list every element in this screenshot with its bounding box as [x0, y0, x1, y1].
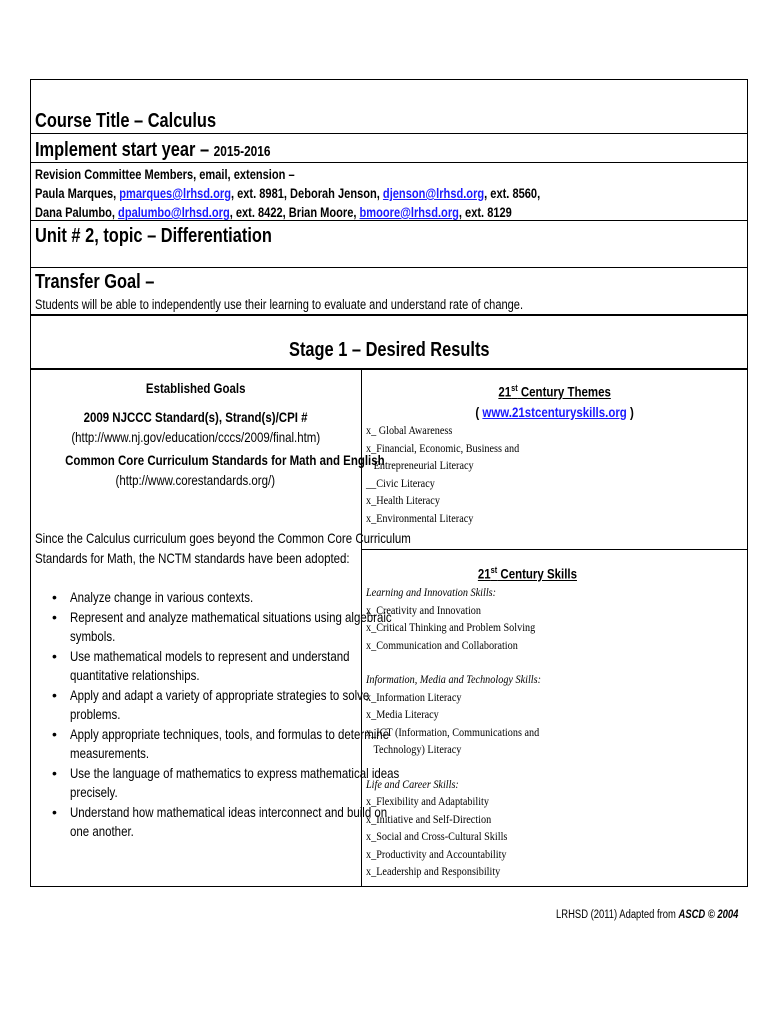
list-item: • Apply appropriate techniques, tools, and formulas to determine measurements.: [52, 725, 390, 761]
list-item: • Represent and analyze mathematical situations using algebraic symbols.: [52, 608, 392, 644]
email-link[interactable]: dpalumbo@lrhsd.org: [118, 205, 230, 220]
rule: [30, 368, 748, 370]
skill-item: x_Information Literacy: [366, 689, 462, 704]
bullet-icon: •: [52, 608, 57, 625]
email-link[interactable]: bmoore@lrhsd.org: [359, 205, 459, 220]
members-line-2: [35, 203, 512, 222]
skill-item: x_Social and Cross-Cultural Skills: [366, 829, 508, 843]
skill-group-title: Life and Career Skills:: [366, 776, 459, 791]
skill-item: x_Productivity and Accountability: [366, 846, 507, 861]
common-core-url: (http://www.corestandards.org/): [115, 472, 276, 488]
theme-item: x_Health Literacy: [366, 493, 440, 507]
bullet-icon: •: [52, 803, 57, 820]
theme-item: x_Environmental Literacy: [366, 510, 474, 525]
skills-list: [366, 584, 746, 881]
bullet-icon: •: [52, 647, 57, 664]
skill-item: x_ICT (Information, Communications and: [366, 724, 540, 739]
skill-item: Technology) Literacy: [366, 742, 462, 756]
themes-heading: 21st Century Themes ( www.21stcenturyskills.org ): [475, 383, 634, 420]
skill-item: x_Flexibility and Adaptability: [366, 794, 489, 808]
skill-group-title: Learning and Innovation Skills:: [366, 585, 497, 599]
theme-item: x_Financial, Economic, Business and: [366, 440, 520, 455]
members-line-1: [35, 184, 540, 203]
skill-item: x_Leadership and Responsibility: [366, 864, 501, 878]
transfer-goal-text: Students will be able to independently use their learning to evaluate and understand rate of change.: [35, 297, 524, 312]
list-item: • Use mathematical models to represent and understand quantitative relationships.: [52, 647, 350, 683]
implement-start-year: Implement start year – 2015-2016: [35, 139, 271, 161]
unit-topic: Unit # 2, topic – Differentiation: [35, 225, 272, 247]
21st-century-skills-link[interactable]: www.21stcenturyskills.org: [482, 403, 627, 420]
email-link[interactable]: djenson@lrhsd.org: [382, 186, 485, 201]
skill-group-title: Information, Media and Technology Skills:: [366, 672, 541, 686]
transfer-goal-label: Transfer Goal –: [35, 271, 155, 293]
skill-item: x_Communication and Collaboration: [366, 637, 518, 652]
list-item: • Analyze change in various contexts.: [32, 588, 362, 608]
nctm-intro: Since the Calculus curriculum goes beyond the Common Core Curriculum Standards for Math, the NCTM standards have been adopted:: [35, 530, 411, 566]
member-text: Dana Palumbo,: [35, 205, 119, 220]
bullet-icon: •: [52, 589, 57, 605]
email-link[interactable]: pmarques@lrhsd.org: [119, 186, 231, 201]
bullet-icon: •: [52, 764, 57, 781]
member-text: Paula Marques,: [35, 186, 120, 201]
established-goals-heading: Established Goals: [145, 380, 246, 396]
rule: [30, 267, 748, 268]
rule: [30, 314, 748, 316]
member-text: , ext. 8422, Brian Moore,: [229, 205, 360, 220]
footer-credit: LRHSD (2011) Adapted from ASCD © 2004: [555, 909, 738, 921]
bullet-icon: •: [52, 725, 57, 742]
revision-committee: Revision Committee Members, email, extension – Paula Marques, pmarques@lrhsd.org, ext. 8981, Deborah Jenson, djenson@lrhsd.org, ext. 8560, Dana Palumbo, dpalumbo@lrhsd.org, ext. 8422, Brian Moore, bmoore@lrhsd.org, ext. 8129: [35, 167, 541, 220]
member-text: , ext. 8981, Deborah Jenson,: [230, 186, 383, 201]
stage1-title: Stage 1 – Desired Results: [288, 339, 490, 361]
theme-item: Entrepreneurial Literacy: [366, 458, 474, 472]
njccc-url: (http://www.nj.gov/education/cccs/2009/final.htm): [71, 429, 320, 445]
theme-item: __Civic Literacy: [366, 475, 435, 490]
list-item: • Use the language of mathematics to express mathematical ideas precisely.: [52, 764, 400, 800]
themes-list: [366, 422, 746, 527]
member-text: , ext. 8129: [458, 205, 512, 220]
bullet-icon: •: [52, 686, 57, 703]
theme-item: x_ Global Awareness: [366, 423, 453, 437]
nctm-standards-list: [32, 588, 400, 842]
member-text: , ext. 8560,: [484, 186, 541, 201]
njccc-standards: 2009 NJCCC Standard(s), Strand(s)/CPI #: [83, 409, 308, 425]
skill-item: x_Creativity and Innovation: [366, 602, 482, 617]
list-item: • Understand how mathematical ideas interconnect and build on one another.: [52, 803, 388, 839]
list-item: • Apply and adapt a variety of appropriate strategies to solve problems.: [52, 686, 370, 722]
rule: [30, 162, 748, 163]
skill-item: x_Critical Thinking and Problem Solving: [366, 620, 536, 634]
skill-item: x_Initiative and Self-Direction: [366, 811, 492, 826]
rule: [30, 133, 748, 134]
common-core-standards: Common Core Curriculum Standards for Math and English: [65, 452, 385, 468]
course-title: Course Title – Calculus: [35, 110, 217, 132]
established-goals: [30, 378, 385, 490]
skill-item: x_Media Literacy: [366, 707, 439, 721]
skills-heading: 21st Century Skills: [477, 565, 578, 582]
